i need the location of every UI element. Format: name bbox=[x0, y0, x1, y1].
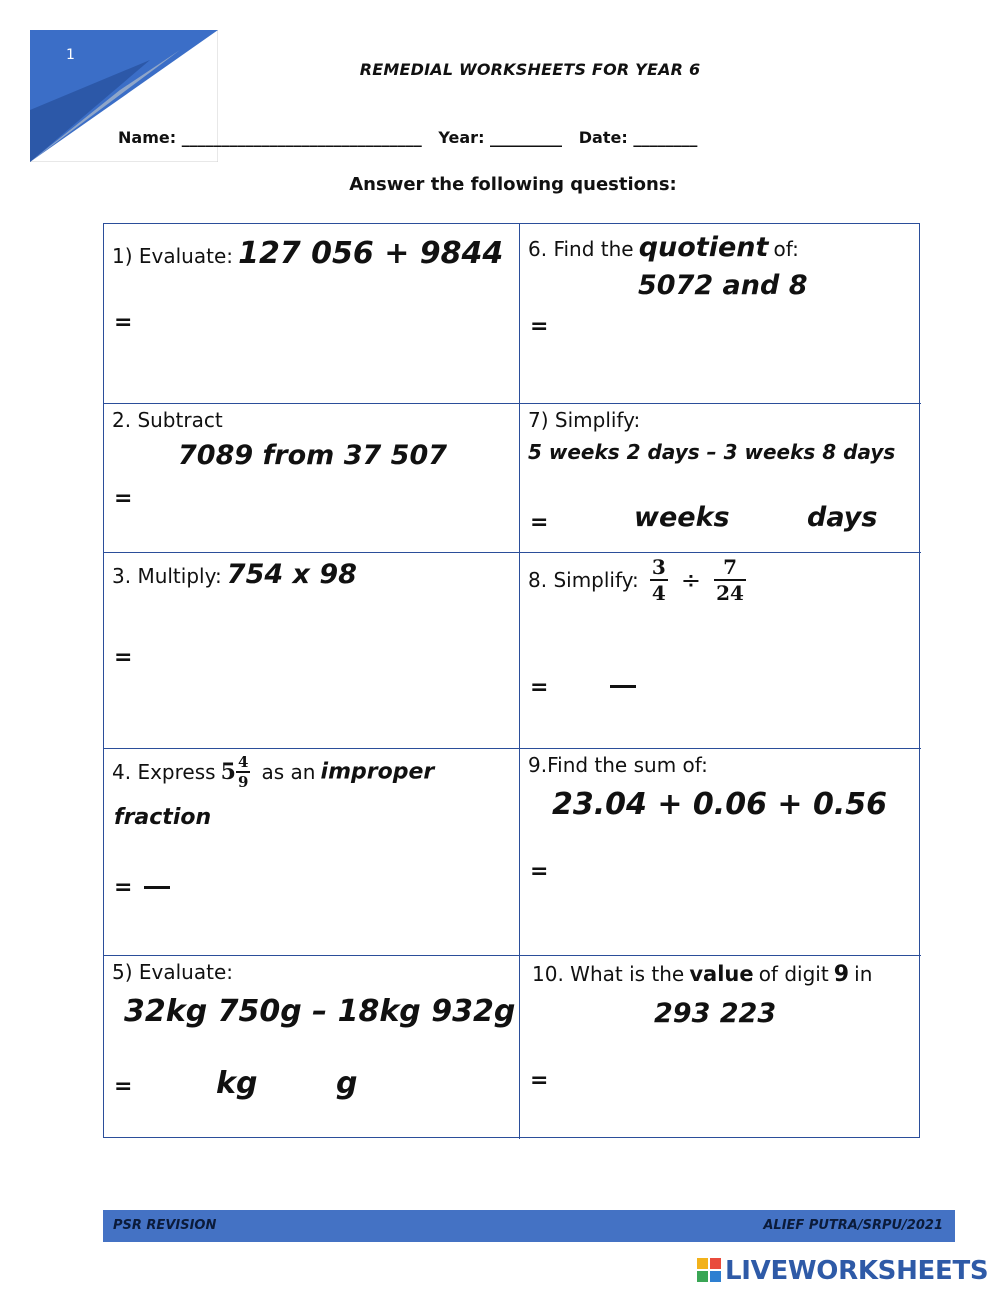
q4-fraction-bar bbox=[144, 886, 170, 889]
q2-label: 2. Subtract bbox=[112, 408, 223, 432]
question-7 bbox=[520, 404, 921, 553]
q3-label: 3. Multiply: bbox=[112, 564, 222, 588]
q4-line2: fraction bbox=[114, 805, 212, 830]
student-info-fields bbox=[118, 128, 697, 147]
question-8 bbox=[520, 553, 921, 749]
q10-tail: in bbox=[854, 962, 873, 986]
liveworksheets-logo-icon bbox=[697, 1258, 721, 1282]
year-label: Year: bbox=[438, 128, 485, 147]
q7-answer-field[interactable]: = bbox=[530, 510, 549, 535]
footer-left-text: PSR REVISION bbox=[113, 1218, 217, 1233]
question-5 bbox=[104, 956, 520, 1139]
q8-num2: 7 bbox=[714, 555, 746, 581]
name-label: Name: bbox=[118, 128, 177, 147]
q4-label: 4. Express bbox=[112, 760, 216, 784]
q6-expression: 5072 and 8 bbox=[638, 270, 808, 301]
question-2 bbox=[104, 404, 520, 553]
q3-answer-field[interactable]: = bbox=[114, 645, 133, 670]
footer-bar bbox=[103, 1210, 955, 1242]
date-blank[interactable]: ________ bbox=[633, 128, 698, 147]
q5-expression: 32kg 750g – 18kg 932g bbox=[124, 994, 516, 1029]
question-9 bbox=[520, 749, 921, 956]
page-number: 1 bbox=[66, 47, 75, 63]
q2-answer-field[interactable]: = bbox=[114, 486, 133, 511]
q6-answer-field[interactable]: = bbox=[530, 314, 549, 339]
q8-num1: 3 bbox=[651, 555, 666, 579]
q7-unit-days: days bbox=[807, 502, 878, 533]
question-grid bbox=[103, 223, 920, 1138]
q1-answer-field[interactable]: = bbox=[114, 310, 133, 335]
name-blank[interactable]: ______________________________ bbox=[181, 128, 422, 147]
question-1 bbox=[104, 224, 520, 404]
worksheet-title: REMEDIAL WORKSHEETS FOR YEAR 6 bbox=[359, 60, 701, 79]
q6-bold: quotient bbox=[638, 232, 769, 263]
q4-answer-field[interactable]: = bbox=[114, 875, 133, 900]
q8-answer-field[interactable]: = bbox=[530, 675, 549, 700]
q8-fraction-bar bbox=[610, 685, 636, 688]
q4-mid: as an bbox=[261, 760, 316, 784]
q9-label: 9.Find the sum of: bbox=[528, 753, 708, 777]
q3-expression: 754 x 98 bbox=[226, 559, 357, 590]
q6-tail: of: bbox=[773, 237, 799, 261]
q7-label: 7) Simplify: bbox=[528, 408, 641, 432]
q7-expression: 5 weeks 2 days – 3 weeks 8 days bbox=[528, 440, 896, 464]
q4-whole: 5 bbox=[220, 759, 236, 785]
q8-fraction-2 bbox=[714, 555, 746, 605]
q10-bold: value bbox=[689, 962, 754, 986]
footer-right-text: ALIEF PUTRA/SRPU/2021 bbox=[763, 1218, 943, 1233]
q10-label: 10. What is the bbox=[532, 962, 685, 986]
q5-unit-kg: kg bbox=[216, 1066, 258, 1101]
q8-divide-sign: ÷ bbox=[680, 566, 702, 594]
q10-answer-field[interactable]: = bbox=[530, 1068, 549, 1093]
q10-digit: 9 bbox=[833, 962, 850, 987]
q8-den2: 24 bbox=[716, 581, 744, 605]
q2-expression: 7089 from 37 507 bbox=[178, 440, 448, 471]
q5-label: 5) Evaluate: bbox=[112, 960, 233, 984]
q10-mid: of digit bbox=[758, 962, 829, 986]
q8-label: 8. Simplify: bbox=[528, 568, 639, 592]
q1-label: 1) Evaluate: bbox=[112, 244, 233, 268]
q1-expression: 127 056 + 9844 bbox=[238, 236, 504, 271]
instructions: Answer the following questions: bbox=[349, 174, 677, 195]
q4-bold: improper bbox=[320, 759, 435, 785]
q4-fraction bbox=[236, 753, 250, 791]
q9-answer-field[interactable]: = bbox=[530, 859, 549, 884]
q6-label: 6. Find the bbox=[528, 237, 634, 261]
q8-fraction-1 bbox=[650, 555, 668, 605]
q7-unit-weeks: weeks bbox=[634, 502, 730, 533]
question-4 bbox=[104, 749, 520, 956]
date-label: Date: bbox=[578, 128, 628, 147]
q5-answer-field[interactable]: = bbox=[114, 1074, 133, 1099]
q10-expression: 293 223 bbox=[654, 998, 777, 1029]
q8-den1: 4 bbox=[651, 581, 666, 605]
question-3 bbox=[104, 553, 520, 749]
year-blank[interactable]: _________ bbox=[490, 128, 563, 147]
q9-expression: 23.04 + 0.06 + 0.56 bbox=[552, 787, 887, 822]
q5-unit-g: g bbox=[336, 1066, 358, 1101]
question-10 bbox=[520, 956, 921, 1139]
q4-num: 4 bbox=[237, 753, 249, 771]
question-6 bbox=[520, 224, 921, 404]
liveworksheets-logo-text: LIVEWORKSHEETS bbox=[725, 1256, 989, 1286]
q4-den: 9 bbox=[237, 773, 249, 791]
